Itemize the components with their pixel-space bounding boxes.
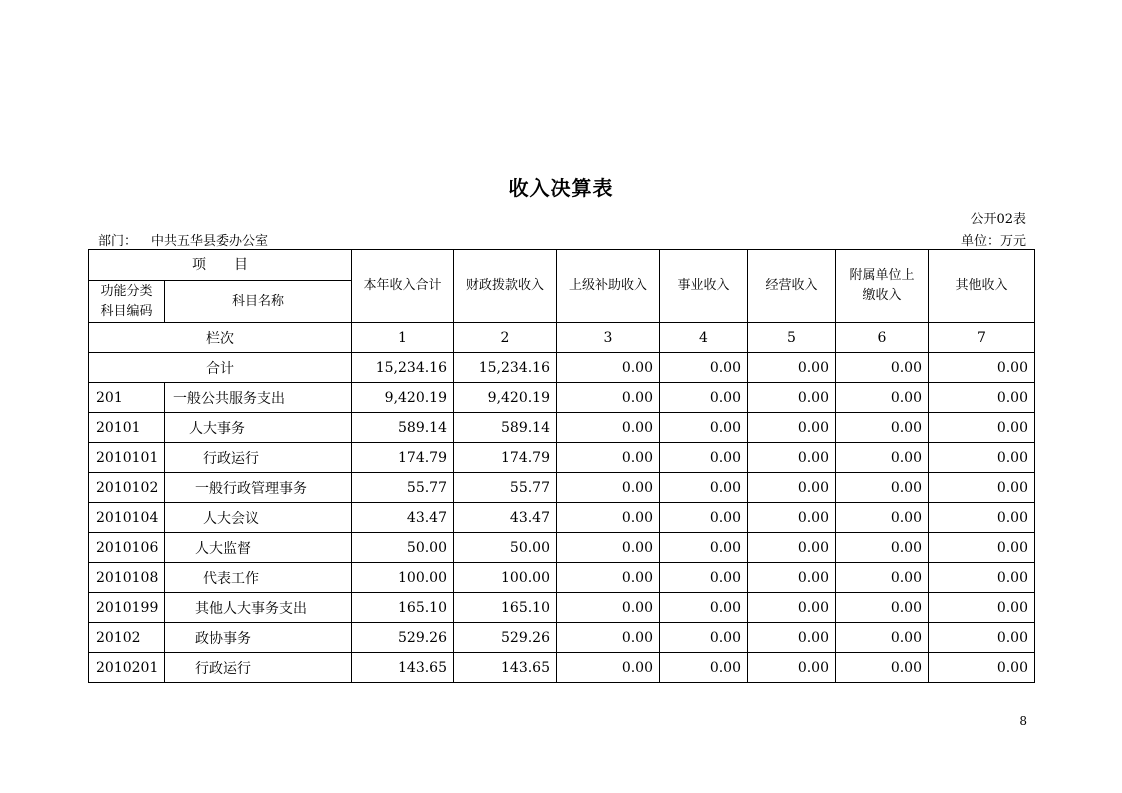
header-superior-subsidy: 上级补助收入 bbox=[557, 250, 660, 323]
table-row bbox=[89, 593, 1035, 623]
amount-cell: 0.00 bbox=[929, 593, 1035, 623]
amount-cell: 0.00 bbox=[557, 473, 660, 503]
header-affiliated-income: 附属单位上 缴收入 bbox=[836, 250, 929, 323]
subject-name-cell: 人大会议 bbox=[165, 503, 352, 533]
total-value: 15,234.16 bbox=[454, 353, 557, 383]
table-row bbox=[89, 383, 1035, 413]
amount-cell: 0.00 bbox=[929, 473, 1035, 503]
page-number: 8 bbox=[1019, 714, 1027, 728]
amount-cell: 0.00 bbox=[836, 473, 929, 503]
amount-cell: 0.00 bbox=[660, 653, 748, 683]
function-code-cell: 20102 bbox=[89, 623, 165, 653]
amount-cell: 0.00 bbox=[929, 623, 1035, 653]
amount-cell: 589.14 bbox=[454, 413, 557, 443]
amount-cell: 0.00 bbox=[929, 383, 1035, 413]
amount-cell: 0.00 bbox=[660, 593, 748, 623]
amount-cell: 0.00 bbox=[836, 623, 929, 653]
amount-cell: 0.00 bbox=[836, 503, 929, 533]
income-table bbox=[88, 249, 1035, 683]
table-row bbox=[89, 533, 1035, 563]
column-number: 3 bbox=[557, 323, 660, 353]
total-label: 合计 bbox=[89, 353, 352, 383]
function-code-cell: 2010106 bbox=[89, 533, 165, 563]
header-item: 项 目 bbox=[89, 250, 352, 281]
subject-name-cell: 代表工作 bbox=[165, 563, 352, 593]
amount-cell: 0.00 bbox=[748, 653, 836, 683]
amount-cell: 0.00 bbox=[660, 563, 748, 593]
total-value: 0.00 bbox=[660, 353, 748, 383]
amount-cell: 143.65 bbox=[352, 653, 454, 683]
amount-cell: 0.00 bbox=[836, 443, 929, 473]
amount-cell: 0.00 bbox=[660, 473, 748, 503]
header-subject-name: 科目名称 bbox=[165, 281, 352, 323]
amount-cell: 0.00 bbox=[557, 443, 660, 473]
subject-name-cell: 政协事务 bbox=[165, 623, 352, 653]
amount-cell: 0.00 bbox=[929, 563, 1035, 593]
amount-cell: 0.00 bbox=[557, 533, 660, 563]
amount-cell: 0.00 bbox=[836, 593, 929, 623]
subject-name-cell: 行政运行 bbox=[165, 443, 352, 473]
amount-cell: 174.79 bbox=[352, 443, 454, 473]
total-value: 0.00 bbox=[557, 353, 660, 383]
amount-cell: 0.00 bbox=[929, 443, 1035, 473]
amount-cell: 55.77 bbox=[454, 473, 557, 503]
amount-cell: 589.14 bbox=[352, 413, 454, 443]
header-operating-income: 经营收入 bbox=[748, 250, 836, 323]
amount-cell: 0.00 bbox=[929, 503, 1035, 533]
total-value: 0.00 bbox=[748, 353, 836, 383]
amount-cell: 0.00 bbox=[748, 443, 836, 473]
amount-cell: 0.00 bbox=[748, 473, 836, 503]
subject-name-cell: 人大监督 bbox=[165, 533, 352, 563]
table-row bbox=[89, 503, 1035, 533]
function-code-cell: 2010199 bbox=[89, 593, 165, 623]
subject-name-cell: 一般行政管理事务 bbox=[165, 473, 352, 503]
amount-cell: 529.26 bbox=[352, 623, 454, 653]
amount-cell: 0.00 bbox=[836, 533, 929, 563]
table-row bbox=[89, 443, 1035, 473]
amount-cell: 0.00 bbox=[557, 653, 660, 683]
amount-cell: 0.00 bbox=[836, 563, 929, 593]
column-number: 2 bbox=[454, 323, 557, 353]
table-row bbox=[89, 653, 1035, 683]
function-code-cell: 2010201 bbox=[89, 653, 165, 683]
header-business-income: 事业收入 bbox=[660, 250, 748, 323]
total-row bbox=[89, 353, 1035, 383]
function-code-cell: 2010102 bbox=[89, 473, 165, 503]
amount-cell: 165.10 bbox=[352, 593, 454, 623]
amount-cell: 0.00 bbox=[557, 623, 660, 653]
amount-cell: 0.00 bbox=[660, 533, 748, 563]
total-value: 0.00 bbox=[836, 353, 929, 383]
amount-cell: 0.00 bbox=[557, 413, 660, 443]
amount-cell: 0.00 bbox=[557, 563, 660, 593]
column-number: 1 bbox=[352, 323, 454, 353]
function-code-cell: 201 bbox=[89, 383, 165, 413]
amount-cell: 143.65 bbox=[454, 653, 557, 683]
amount-cell: 9,420.19 bbox=[454, 383, 557, 413]
amount-cell: 0.00 bbox=[660, 413, 748, 443]
amount-cell: 0.00 bbox=[557, 593, 660, 623]
amount-cell: 0.00 bbox=[557, 503, 660, 533]
amount-cell: 0.00 bbox=[557, 383, 660, 413]
department-label: 部门： bbox=[98, 234, 138, 249]
amount-cell: 50.00 bbox=[454, 533, 557, 563]
amount-cell: 0.00 bbox=[748, 383, 836, 413]
amount-cell: 0.00 bbox=[748, 563, 836, 593]
amount-cell: 0.00 bbox=[929, 653, 1035, 683]
amount-cell: 0.00 bbox=[660, 623, 748, 653]
department-name: 中共五华县委办公室 bbox=[151, 234, 269, 249]
amount-cell: 0.00 bbox=[929, 533, 1035, 563]
department-line bbox=[98, 230, 268, 249]
amount-cell: 0.00 bbox=[748, 533, 836, 563]
subject-name-cell: 行政运行 bbox=[165, 653, 352, 683]
amount-cell: 50.00 bbox=[352, 533, 454, 563]
function-code-cell: 2010104 bbox=[89, 503, 165, 533]
function-code-cell: 2010108 bbox=[89, 563, 165, 593]
table-row bbox=[89, 623, 1035, 653]
amount-cell: 100.00 bbox=[454, 563, 557, 593]
amount-cell: 55.77 bbox=[352, 473, 454, 503]
column-number: 4 bbox=[660, 323, 748, 353]
amount-cell: 0.00 bbox=[836, 413, 929, 443]
amount-cell: 43.47 bbox=[454, 503, 557, 533]
amount-cell: 0.00 bbox=[836, 383, 929, 413]
table-body bbox=[89, 353, 1035, 683]
amount-cell: 0.00 bbox=[748, 623, 836, 653]
amount-cell: 43.47 bbox=[352, 503, 454, 533]
table-row bbox=[89, 413, 1035, 443]
column-number: 7 bbox=[929, 323, 1035, 353]
amount-cell: 0.00 bbox=[929, 413, 1035, 443]
header-total-income: 本年收入合计 bbox=[352, 250, 454, 323]
column-number: 6 bbox=[836, 323, 929, 353]
amount-cell: 0.00 bbox=[660, 383, 748, 413]
amount-cell: 174.79 bbox=[454, 443, 557, 473]
report-title: 收入决算表 bbox=[508, 176, 614, 200]
total-value: 15,234.16 bbox=[352, 353, 454, 383]
header-fiscal-appropriation: 财政拨款收入 bbox=[454, 250, 557, 323]
amount-cell: 9,420.19 bbox=[352, 383, 454, 413]
function-code-cell: 2010101 bbox=[89, 443, 165, 473]
amount-cell: 0.00 bbox=[660, 443, 748, 473]
form-number: 公开02表 bbox=[970, 212, 1026, 227]
table-row bbox=[89, 473, 1035, 503]
column-number: 5 bbox=[748, 323, 836, 353]
header-other-income: 其他收入 bbox=[929, 250, 1035, 323]
total-value: 0.00 bbox=[929, 353, 1035, 383]
subject-name-cell: 人大事务 bbox=[165, 413, 352, 443]
amount-cell: 0.00 bbox=[748, 503, 836, 533]
amount-cell: 165.10 bbox=[454, 593, 557, 623]
amount-cell: 0.00 bbox=[748, 413, 836, 443]
subject-name-cell: 一般公共服务支出 bbox=[165, 383, 352, 413]
header-column-order: 栏次 bbox=[89, 323, 352, 353]
header-function-code: 功能分类 科目编码 bbox=[89, 281, 165, 323]
unit-label: 单位：万元 bbox=[960, 234, 1026, 249]
amount-cell: 0.00 bbox=[660, 503, 748, 533]
amount-cell: 0.00 bbox=[836, 653, 929, 683]
function-code-cell: 20101 bbox=[89, 413, 165, 443]
subject-name-cell: 其他人大事务支出 bbox=[165, 593, 352, 623]
table-row bbox=[89, 563, 1035, 593]
amount-cell: 100.00 bbox=[352, 563, 454, 593]
amount-cell: 529.26 bbox=[454, 623, 557, 653]
amount-cell: 0.00 bbox=[748, 593, 836, 623]
